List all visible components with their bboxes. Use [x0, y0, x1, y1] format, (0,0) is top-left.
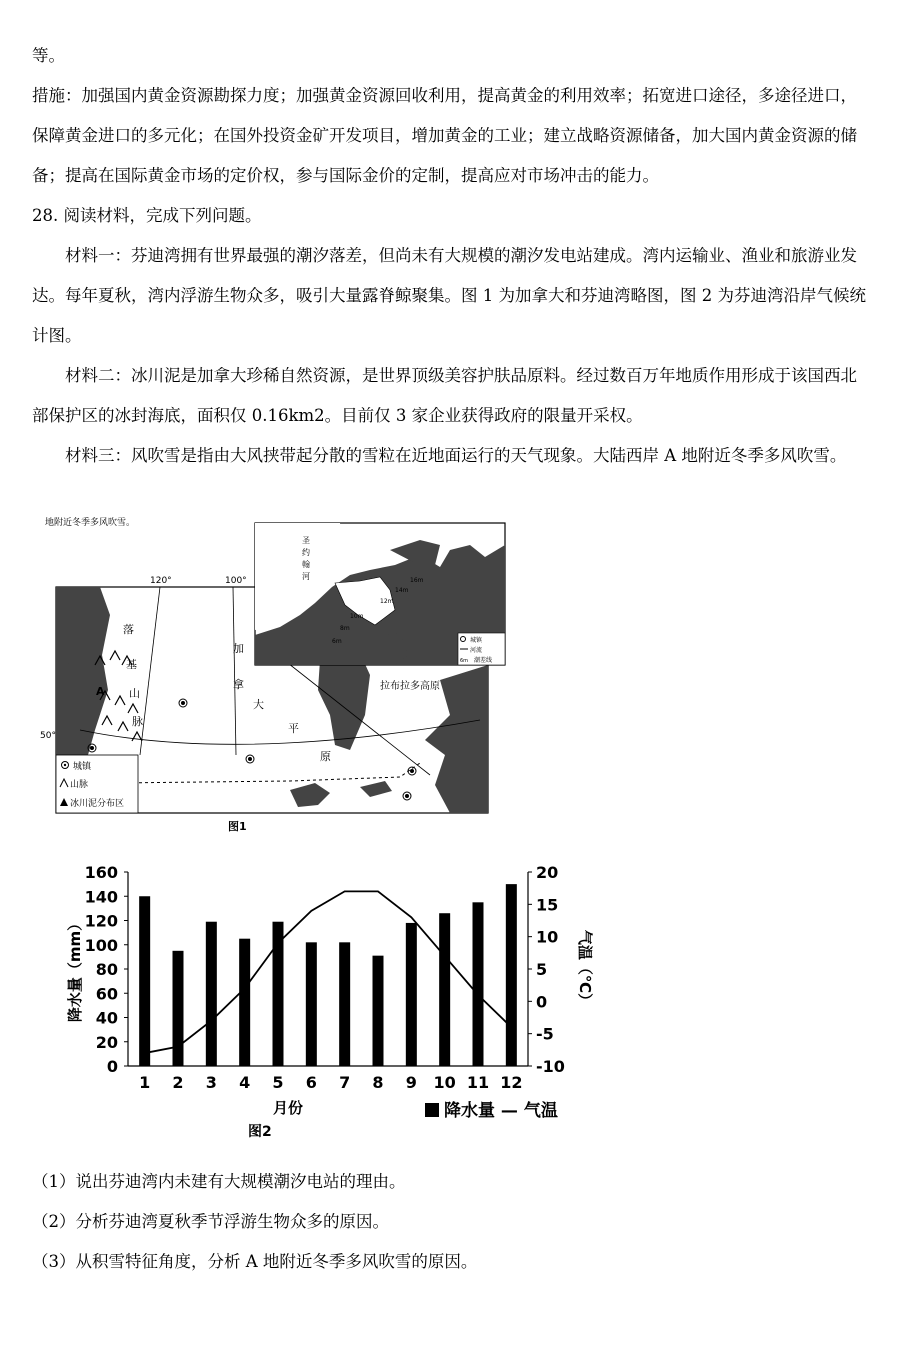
legend-mountain: 山脉 [70, 780, 89, 790]
inset-depth-14: 14m [395, 587, 409, 594]
y-tick-label: 160 [84, 863, 118, 882]
y2-tick-label: 0 [536, 992, 548, 1012]
legend-text: 降水量 — 气温 [444, 1101, 558, 1121]
y-axis-title: 降水量（mm） [66, 915, 84, 1023]
canada-label-4: 平 [288, 722, 299, 735]
x-tick-label: 7 [339, 1073, 351, 1092]
x-tick-label: 9 [405, 1073, 417, 1092]
material-three: 材料三：风吹雪是指由大风挟带起分散的雪粒在近地面运行的天气现象。大陆西岸 A 地附近冬季多风吹雪。 [65, 446, 847, 465]
canada-label-1: 加 [233, 642, 244, 655]
y-tick-label: 80 [95, 960, 118, 979]
question-3: （3）从积雪特征角度，分析 A 地附近冬季多风吹雪的原因。 [32, 1252, 478, 1271]
precip-bar [173, 951, 184, 1066]
y2-axis-title: 气温（℃） [576, 929, 594, 1009]
question-28-heading: 28. 阅读材料，完成下列问题。 [32, 206, 262, 225]
precip-bar [139, 896, 150, 1066]
inset-river-4: 河 [302, 572, 310, 581]
inset-bay-2: 迪 [365, 595, 373, 604]
x-tick-label: 8 [372, 1073, 384, 1092]
legend-town: 城镇 [73, 762, 92, 772]
material-one: 材料一：芬迪湾拥有世界最强的潮汐落差，但尚未有大规模的潮汐发电站建成。湾内运输业、渔业和旅游业发达。每年夏秋，湾内浮游生物众多，吸引大量露脊鲸聚集。图 1 为加拿大和芬迪湾略图，图 2 为芬迪湾沿岸气候统计图。 [32, 246, 866, 345]
inset-depth-6: 6m [332, 638, 342, 645]
inset-legend-tidal-marker: 6m [460, 658, 469, 664]
inset-depth-8: 8m [340, 625, 350, 632]
paragraph-measures: 措施：加强国内黄金资源勘探力度；加强黄金资源回收利用，提高黄金的利用效率；拓宽进口途径，多途径进口，保障黄金进口的多元化；在国外投资金矿开发项目，增加黄金的工业；建立战略资源储备，加大国内黄金资源的储备；提高在国际黄金市场的定价权，参与国际金价的定制，提高应对市场冲击的能力。 [32, 86, 857, 185]
paragraph-continuation: 等。 [32, 46, 65, 65]
y2-tick-label: -5 [536, 1024, 554, 1044]
temperature-line [145, 891, 512, 1053]
precip-bar [339, 942, 350, 1066]
material-two: 材料二：冰川泥是加拿大珍稀自然资源，是世界顶级美容护肤品原料。经过数百万年地质作用形成于该国西北部保护区的冰封海底，面积仅 0.16km2。目前仅 3 家企业获得政府的限量开采权。 [32, 366, 857, 425]
y2-tick-label: 20 [536, 863, 559, 882]
rocky-label-3: 山 [129, 687, 140, 700]
point-a-label: A [96, 685, 105, 698]
y2-tick-label: 15 [536, 895, 559, 915]
inset-depth-12: 12m [380, 598, 394, 605]
y-tick-label: 140 [84, 887, 118, 907]
inset-legend-town: 城镇 [470, 637, 483, 644]
x-tick-label: 5 [272, 1073, 284, 1092]
precip-bar [506, 884, 517, 1066]
precip-bar [206, 922, 217, 1066]
rocky-label-2: 基 [126, 658, 137, 671]
canada-map-figure [40, 515, 510, 845]
x-tick-label: 10 [433, 1073, 456, 1092]
x-tick-label: 2 [172, 1073, 184, 1092]
y-tick-label: 100 [84, 935, 118, 955]
y2-tick-label: 5 [536, 960, 548, 979]
x-tick-label: 1 [139, 1073, 151, 1092]
figure-1-caption: 图1 [228, 820, 247, 833]
inset-legend-tidal: 潮差线 [474, 657, 493, 664]
rocky-label-4: 脉 [132, 715, 143, 728]
legend-bar-swatch [425, 1103, 439, 1117]
precip-bar [406, 923, 417, 1066]
canada-label-2: 拿 [233, 678, 244, 691]
inset-bay-3: 湾 [365, 608, 373, 617]
rocky-label-1: 落 [123, 623, 134, 636]
y2-tick-label: 10 [536, 927, 559, 947]
labrador-label: 拉布拉多高原 [380, 681, 440, 692]
precip-bar [439, 913, 450, 1066]
inset-depth-16: 16m [410, 577, 424, 584]
canada-label-3: 大 [253, 698, 264, 711]
y-tick-label: 120 [84, 911, 118, 931]
inset-legend-river: 河流 [470, 647, 483, 654]
inset-river-3: 翰 [302, 560, 310, 569]
lat-50-label: 50° [40, 731, 56, 741]
inset-depth-10: 10m [350, 613, 364, 620]
inset-river-2: 约 [302, 548, 310, 557]
climate-chart [40, 858, 600, 1148]
y-tick-label: 20 [95, 1032, 118, 1052]
lon-120-label: 120° [150, 576, 172, 586]
precip-bar [473, 902, 484, 1066]
x-tick-label: 6 [305, 1073, 317, 1092]
question-2: （2）分析芬迪湾夏秋季节浮游生物众多的原因。 [32, 1212, 389, 1231]
inset-river-1: 圣 [302, 536, 310, 545]
inset-bay-1: 芬 [365, 582, 373, 591]
question-1: （1）说出芬迪湾内未建有大规模潮汐电站的理由。 [32, 1172, 406, 1191]
x-axis-title: 月份 [272, 1099, 304, 1117]
x-tick-label: 3 [205, 1073, 217, 1092]
canada-label-5: 原 [320, 750, 331, 763]
x-tick-label: 11 [466, 1073, 490, 1092]
legend-glacier-mud: 冰川泥分布区 [70, 799, 125, 809]
y-tick-label: 60 [95, 984, 118, 1004]
precip-bar [239, 939, 250, 1066]
precip-bar [306, 942, 317, 1066]
x-tick-label: 4 [239, 1073, 251, 1092]
precip-bar [373, 956, 384, 1066]
x-tick-label: 12 [500, 1073, 523, 1092]
y2-tick-label: -10 [536, 1057, 565, 1076]
map-header-text: 地附近冬季多风吹雪。 [45, 518, 136, 528]
y-tick-label: 0 [106, 1057, 118, 1076]
figure-2-caption: 图2 [248, 1124, 272, 1140]
y-tick-label: 40 [95, 1008, 118, 1028]
lon-100-label: 100° [225, 576, 247, 586]
